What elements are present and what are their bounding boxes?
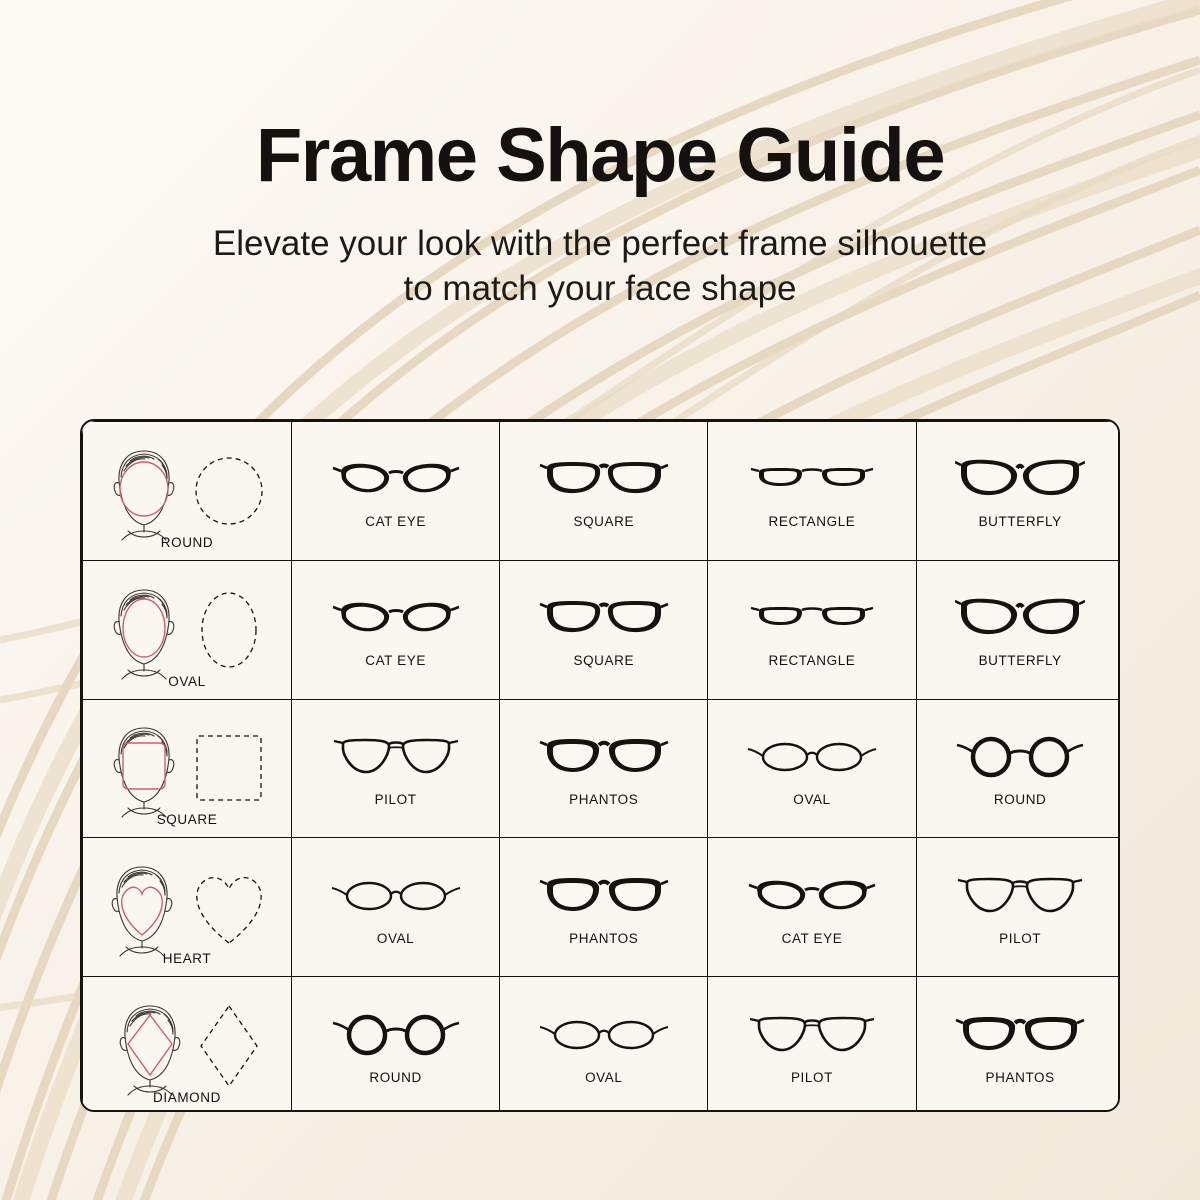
table-row xyxy=(83,560,1121,699)
frame-shape-label: SQUARE xyxy=(573,653,635,669)
face-shape-cell[interactable] xyxy=(83,838,292,977)
frame-shape-label: PHANTOS xyxy=(569,930,639,946)
table-row xyxy=(83,838,1121,977)
frame-shape-cell[interactable] xyxy=(500,838,708,977)
rectangle-glasses-icon xyxy=(747,452,877,508)
frame-shape-label: PILOT xyxy=(374,791,417,807)
page-subtitle-line1: Elevate your look with the perfect frame silhouette xyxy=(212,224,988,263)
frame-shape-label: PILOT xyxy=(999,930,1042,946)
frame-shape-table-wrapper xyxy=(80,419,1120,1112)
face-illustration-icon xyxy=(103,716,185,820)
pilot-glasses-icon xyxy=(747,1008,877,1064)
table-row xyxy=(83,699,1121,838)
frame-shape-label: ROUND xyxy=(369,1069,422,1085)
frame-shape-cell[interactable] xyxy=(500,699,708,838)
cat-eye-glasses-icon xyxy=(331,591,461,647)
phantos-glasses-icon xyxy=(539,869,669,925)
frame-shape-cell[interactable] xyxy=(708,977,916,1112)
page-title: Frame Shape Guide xyxy=(255,113,945,198)
frame-shape-label: PILOT xyxy=(790,1069,833,1085)
pilot-glasses-icon xyxy=(331,730,461,786)
face-shape-label: SQUARE xyxy=(156,812,218,828)
square-glasses-icon xyxy=(539,452,669,508)
face-shape-cell[interactable] xyxy=(83,560,292,699)
frame-shape-table-clip xyxy=(80,419,1120,1112)
face-shape-label: DIAMOND xyxy=(153,1089,221,1105)
frame-shape-label: RECTANGLE xyxy=(768,514,856,530)
table-row xyxy=(83,977,1121,1112)
frame-shape-label: SQUARE xyxy=(573,514,635,530)
frame-shape-cell[interactable] xyxy=(916,422,1120,561)
face-shape-label: OVAL xyxy=(168,673,206,689)
cat-eye-glasses-icon xyxy=(331,452,461,508)
phantos-glasses-icon xyxy=(539,730,669,786)
frame-shape-cell[interactable] xyxy=(500,560,708,699)
cat-eye-glasses-icon xyxy=(747,869,877,925)
frame-shape-cell[interactable] xyxy=(916,560,1120,699)
face-illustration-icon xyxy=(103,439,185,543)
frame-shape-cell[interactable] xyxy=(916,699,1120,838)
face-outline-icon xyxy=(193,1000,265,1092)
frame-shape-cell[interactable] xyxy=(708,699,916,838)
oval-glasses-icon xyxy=(539,1008,669,1064)
page-header xyxy=(0,0,1200,312)
frame-shape-cell[interactable] xyxy=(292,977,500,1112)
frame-shape-cell[interactable] xyxy=(292,422,500,561)
frame-shape-label: OVAL xyxy=(376,930,415,946)
frame-shape-label: RECTANGLE xyxy=(768,653,856,669)
face-outline-icon xyxy=(187,449,271,533)
butterfly-glasses-icon xyxy=(955,452,1085,508)
frame-shape-label: CAT EYE xyxy=(365,653,426,669)
rectangle-glasses-icon xyxy=(747,591,877,647)
frame-shape-cell[interactable] xyxy=(708,838,916,977)
frame-shape-label: BUTTERFLY xyxy=(978,514,1062,530)
face-shape-label: ROUND xyxy=(160,534,214,550)
frame-shape-label: ROUND xyxy=(993,791,1047,807)
frame-shape-label: OVAL xyxy=(585,1069,623,1085)
face-shape-cell[interactable] xyxy=(83,699,292,838)
pilot-glasses-icon xyxy=(955,869,1085,925)
frame-shape-cell[interactable] xyxy=(292,699,500,838)
oval-glasses-icon xyxy=(331,869,461,925)
butterfly-glasses-icon xyxy=(955,591,1085,647)
frame-shape-cell[interactable] xyxy=(292,838,500,977)
frame-shape-label: OVAL xyxy=(793,791,831,807)
phantos-glasses-icon xyxy=(955,1008,1085,1064)
frame-shape-label: BUTTERFLY xyxy=(978,653,1062,669)
frame-shape-cell[interactable] xyxy=(292,560,500,699)
frame-shape-label: PHANTOS xyxy=(985,1069,1055,1085)
face-illustration-icon xyxy=(103,578,185,682)
frame-shape-table xyxy=(82,421,1120,1112)
round-glasses-icon xyxy=(331,1008,461,1064)
face-shape-cell[interactable] xyxy=(83,422,292,561)
frame-shape-label: CAT EYE xyxy=(781,930,843,946)
round-glasses-icon xyxy=(955,730,1085,786)
frame-shape-cell[interactable] xyxy=(500,422,708,561)
frame-shape-label: CAT EYE xyxy=(365,514,426,530)
frame-shape-cell[interactable] xyxy=(916,977,1120,1112)
frame-shape-cell[interactable] xyxy=(500,977,708,1112)
face-outline-icon xyxy=(187,726,271,810)
frame-shape-label: PHANTOS xyxy=(569,791,639,807)
face-illustration-icon xyxy=(109,994,191,1098)
frame-shape-cell[interactable] xyxy=(708,560,916,699)
page-subtitle xyxy=(90,222,1110,312)
face-shape-label: HEART xyxy=(162,951,212,967)
frame-shape-cell[interactable] xyxy=(916,838,1120,977)
oval-glasses-icon xyxy=(747,730,877,786)
page-subtitle-line2: to match your face shape xyxy=(403,268,797,308)
face-outline-icon xyxy=(185,865,273,949)
face-illustration-icon xyxy=(101,855,183,959)
frame-shape-cell[interactable] xyxy=(708,422,916,561)
square-glasses-icon xyxy=(539,591,669,647)
face-shape-cell[interactable] xyxy=(83,977,292,1112)
face-outline-icon xyxy=(187,585,271,675)
table-row xyxy=(83,422,1121,561)
